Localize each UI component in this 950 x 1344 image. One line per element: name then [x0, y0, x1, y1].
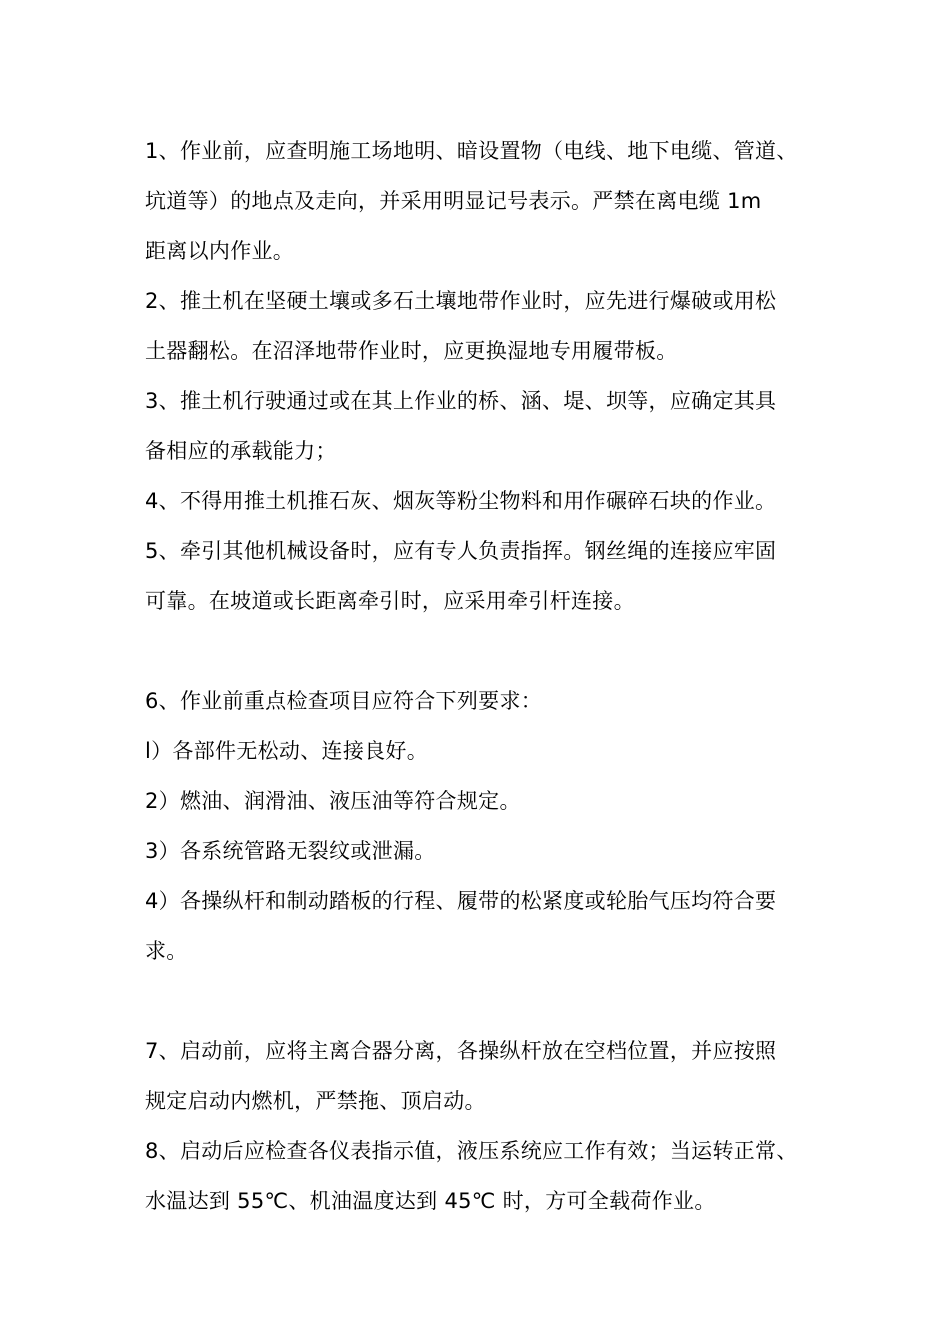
text-line: 3、推土机行驶通过或在其上作业的桥、涵、堤、坝等，应确定其具: [145, 389, 777, 413]
text-line: 2）燃油、润滑油、液压油等符合规定。: [145, 789, 521, 813]
text-line: 距离以内作业。: [145, 239, 295, 263]
text-line: 可靠。在坡道或长距离牵引时，应采用牵引杆连接。: [145, 589, 635, 613]
text-line: 2、推土机在坚硬土壤或多石土壤地带作业时，应先进行爆破或用松: [145, 289, 777, 313]
text-line: 7、启动前，应将主离合器分离，各操纵杆放在空档位置，并应按照: [145, 1039, 777, 1063]
blank-line: [145, 626, 835, 676]
text-line: 5、牵引其他机械设备时，应有专人负责指挥。钢丝绳的连接应牢固: [145, 539, 777, 563]
text-line: 4、不得用推土机推石灰、烟灰等粉尘物料和用作碾碎石块的作业。: [145, 489, 777, 513]
text-line: 土器翻松。在沼泽地带作业时，应更换湿地专用履带板。: [145, 339, 678, 363]
text-line: 8、启动后应检查各仪表指示值，液压系统应工作有效；当运转正常、: [145, 1139, 798, 1163]
document-body: [145, 126, 835, 1226]
text-line: 水温达到 55℃、机油温度达到 45℃ 时，方可全载荷作业。: [145, 1189, 716, 1213]
text-line: 求。: [145, 939, 188, 963]
text-line: 4）各操纵杆和制动踏板的行程、履带的松紧度或轮胎气压均符合要: [145, 889, 777, 913]
text-line: 3）各系统管路无裂纹或泄漏。: [145, 839, 436, 863]
blank-line: [145, 976, 835, 1026]
text-line: 坑道等）的地点及走向，并采用明显记号表示。严禁在离电缆 1m: [145, 189, 762, 213]
text-line: 1、作业前，应查明施工场地明、暗设置物（电线、地下电缆、管道、: [145, 139, 798, 163]
text-line: 6、作业前重点检查项目应符合下列要求：: [145, 689, 543, 713]
text-line: l）各部件无松动、连接良好。: [145, 739, 429, 763]
text-line: 备相应的承载能力；: [145, 439, 337, 463]
text-line: 规定启动内燃机，严禁拖、顶启动。: [145, 1089, 486, 1113]
